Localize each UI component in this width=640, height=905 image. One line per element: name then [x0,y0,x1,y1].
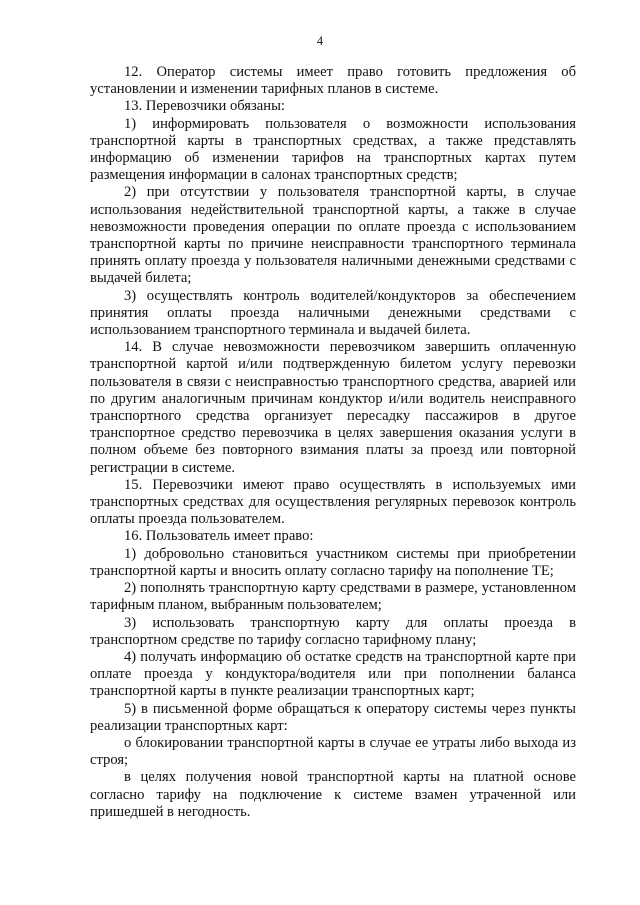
paragraph-13-item-1: 1) информировать пользователя о возможности использования транспортной карты в транспортных средствах, а также представлять информацию об изменении тарифов на транспортных картах путем размещения информации в салонах транспортных средств; [90,115,576,184]
page-number: 4 [316,34,324,48]
paragraph-12: 12. Оператор системы имеет право готовить предложения об установлении и изменении тарифных планов в системе. [90,64,576,98]
paragraph-13-item-2: 2) при отсутствии у пользователя транспортной карты, в случае использования недействительной транспортной карты, а также в случае невозможности проведения операции по оплате проезда с использованием транспортной карты по причине неисправности транспортного терминала принять оплату проезда у пользователя наличными денежными средствами с выдачей билета; [90,184,576,287]
paragraph-16-item-1: 1) добровольно становиться участником системы при приобретении транспортной карты и вносить оплату согласно тарифу на пополнение ТЕ; [90,545,576,579]
paragraph-16-item-4: 4) получать информацию об остатке средств на транспортной карте при оплате проезда у кондуктора/водителя или при пополнении баланса транспортной карты в пункте реализации транспортных карт; [90,648,576,700]
paragraph-16-heading: 16. Пользователь имеет право: [124,528,314,545]
paragraph-16-item-5-sub-1: о блокировании транспортной карты в случае ее утраты либо выхода из строя; [90,734,576,769]
paragraph-16-item-5-sub-2: в целях получения новой транспортной карты на платной основе согласно тарифу на подключение к системе взамен утраченной или пришедшей в негодность. [90,769,576,820]
paragraph-16-item-2: 2) пополнять транспортную карту средствами в размере, установленном тарифным планом, выбранным пользователем; [90,580,576,614]
paragraph-15: 15. Перевозчики имеют право осуществлять в используемых ими транспортных средствах для осуществления регулярных перевозок контроль оплаты проезда пользователем. [90,476,576,528]
paragraph-16-item-3: 3) использовать транспортную карту для оплаты проезда в транспортном средстве по тарифу согласно тарифному плану; [90,614,576,648]
paragraph-14: 14. В случае невозможности перевозчиком завершить оплаченную транспортной картой и/или подтвержденную билетом услугу перевозки пользователя в связи с неисправностью транспортного средства, аварией или по другим аналогичным причинам кондуктор и/или водитель неисправного транспортного средства организует пересадку пассажиров в другое транспортное средство перевозчика в целях завершения оказания услуги в полном объеме без повторного взимания платы за проезд или повторной регистрации в системе. [90,339,576,476]
paragraph-16-item-5: 5) в письменной форме обращаться к оператору системы через пункты реализации транспортных карт: [90,700,576,734]
paragraph-13-heading: 13. Перевозчики обязаны: [124,98,285,115]
document-body [90,64,576,821]
paragraph-13-item-3: 3) осуществлять контроль водителей/кондукторов за обеспечением принятия оплаты проезда наличными денежными средствами с использованием транспортного терминала и выдачей билета. [90,287,576,339]
